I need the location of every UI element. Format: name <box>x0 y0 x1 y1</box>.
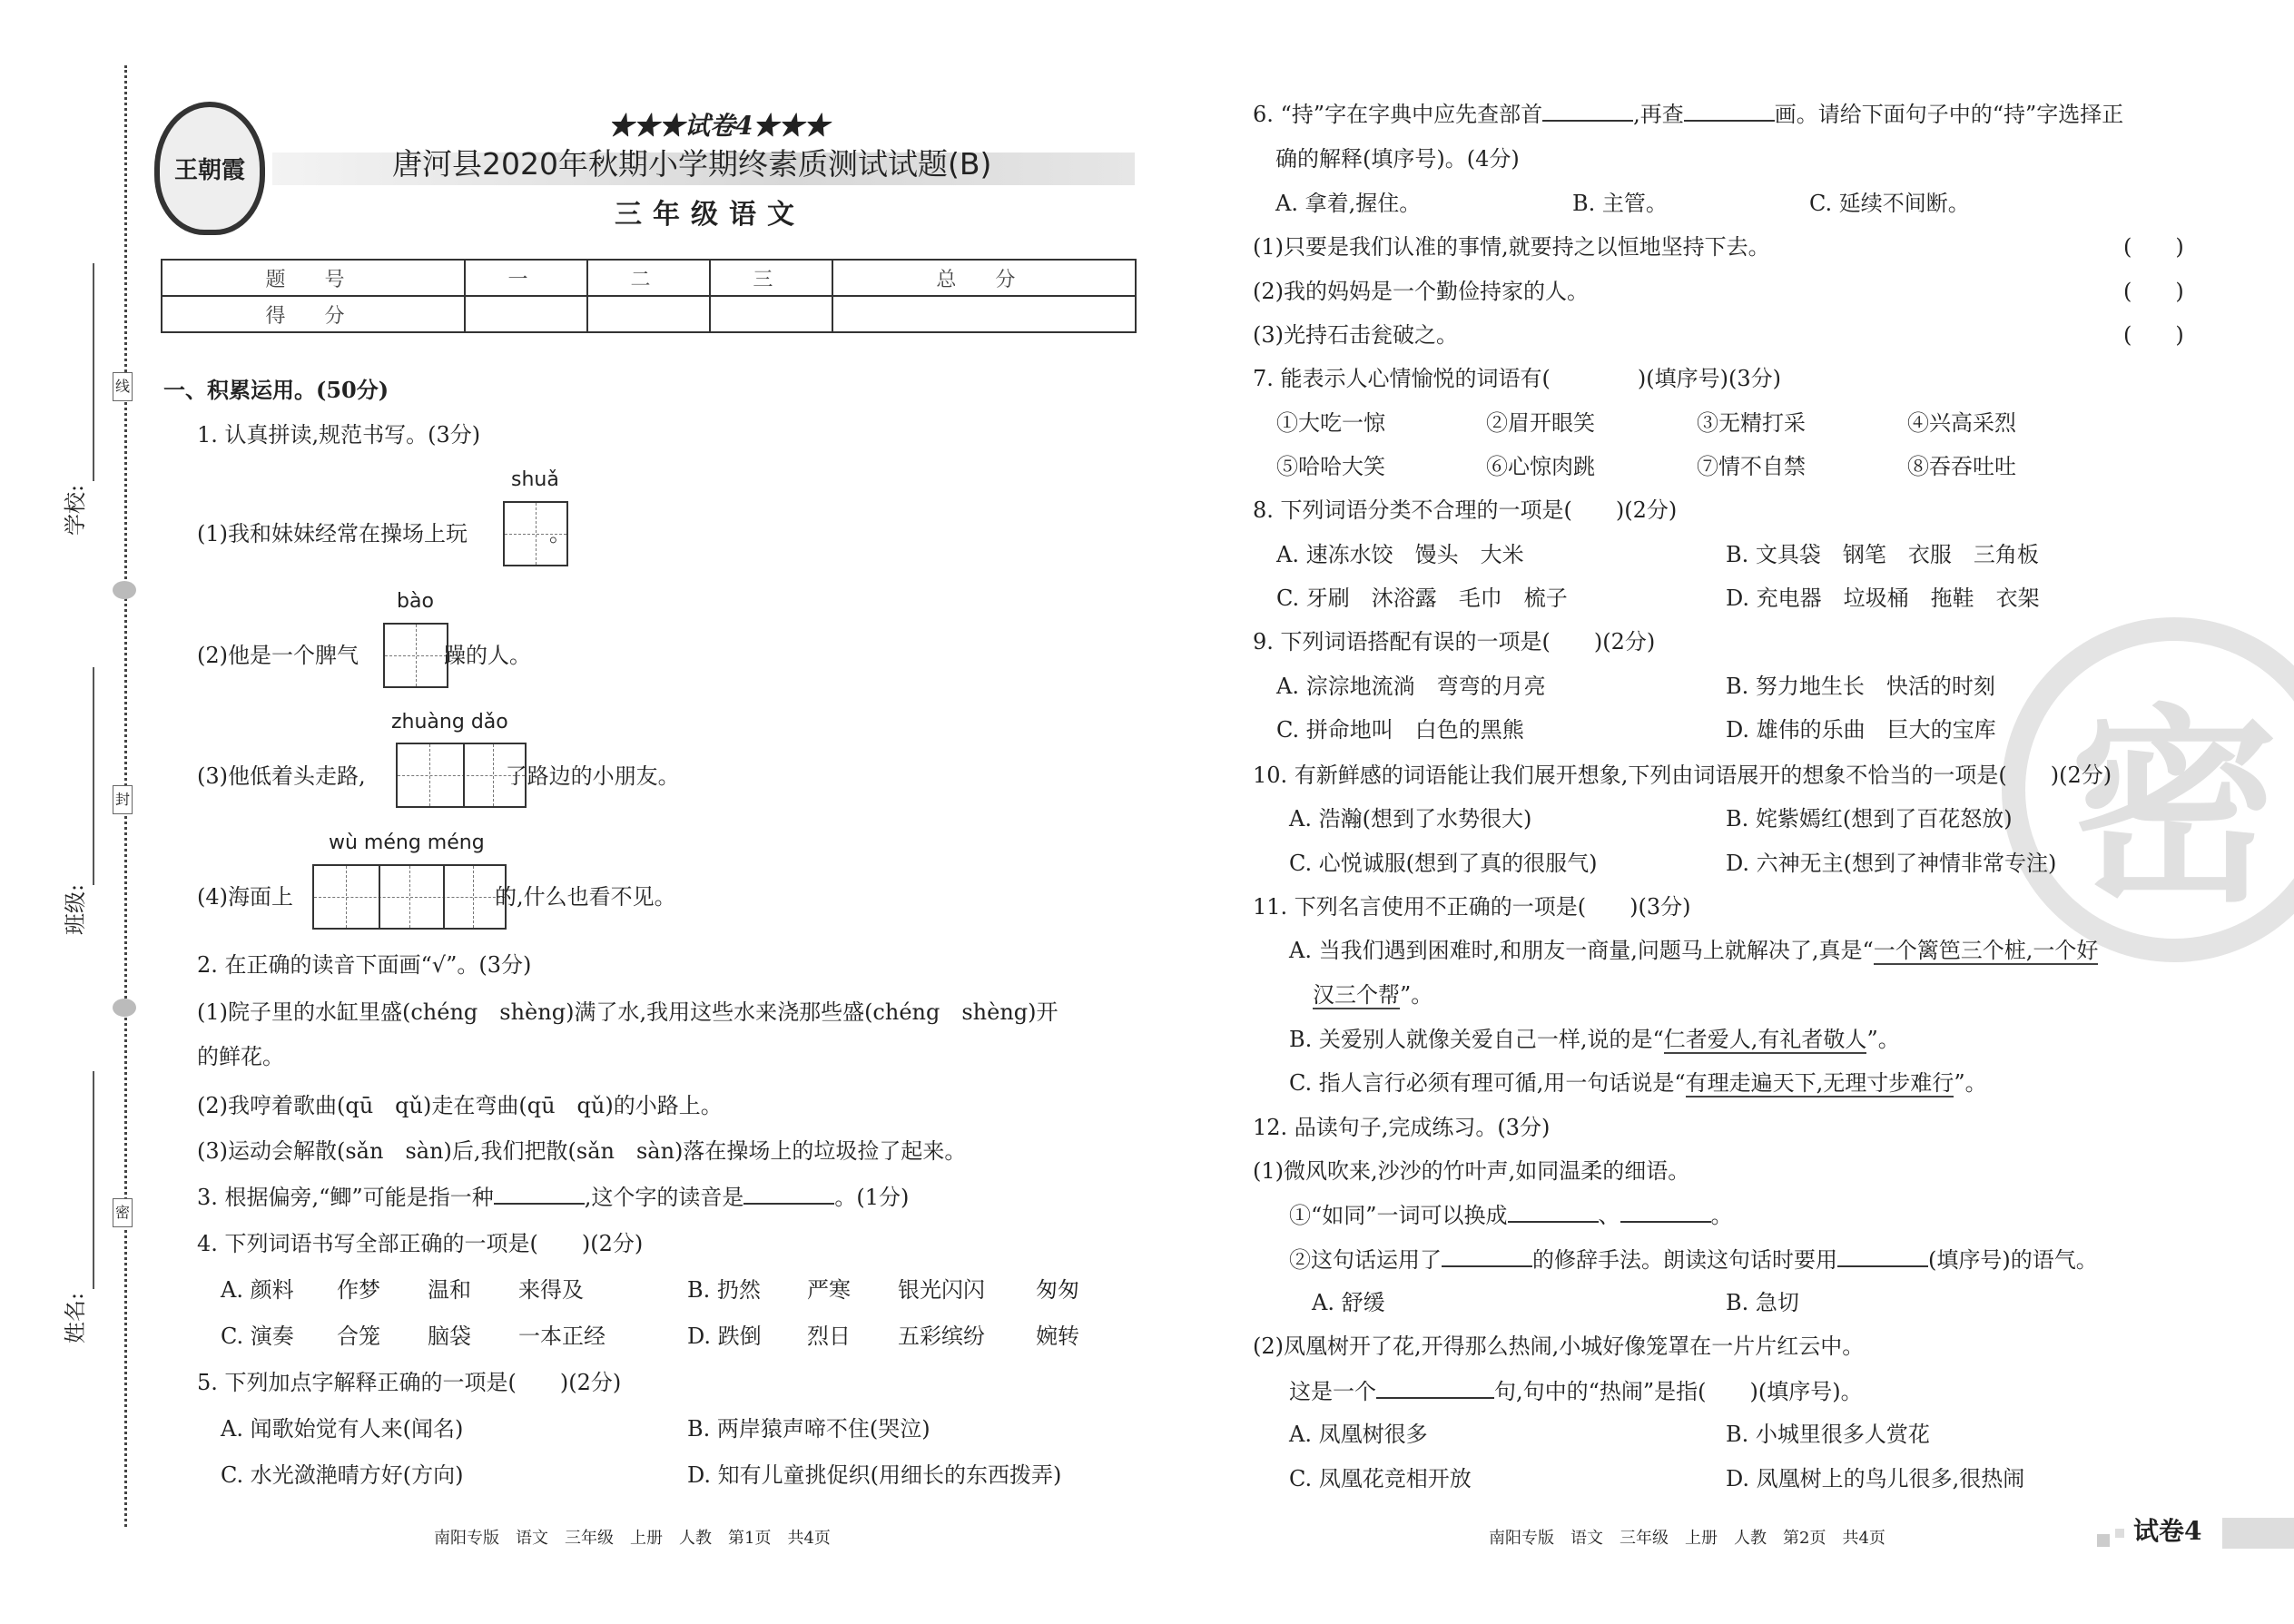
option-b: B. 主管。 <box>1572 191 1668 216</box>
option-b: B. 急切 <box>1726 1290 1799 1315</box>
quote: 一个篱笆三个桩,一个好 <box>1873 938 2099 963</box>
word: D. 跌倒 <box>687 1324 762 1349</box>
text: A. 当我们遇到困难时,和朋友一商量,问题马上就解决了,真是“ <box>1289 938 1874 963</box>
class-label: 班级: <box>63 883 88 935</box>
question-line: 确的解释(填序号)。(4分) <box>1275 146 1520 172</box>
paper-badge: ★★★试卷4★★★ <box>608 111 830 141</box>
page-footer: 南阳专版 语文 三年级 上册 人教 第1页 共4页 <box>434 1529 831 1548</box>
corner-badge-band <box>2222 1518 2294 1549</box>
word: 合笼 <box>337 1324 380 1349</box>
option-b: B. 努力地生长 快活的时刻 <box>1726 674 1995 699</box>
word: A. 颜料 <box>221 1277 294 1303</box>
text: C. 指人言行必须有理可循,用一句话说是“ <box>1289 1070 1686 1096</box>
pinyin: bào <box>397 590 434 613</box>
option-c <box>1289 1069 1987 1097</box>
question-line: 的鲜花。 <box>197 1044 284 1069</box>
logo-text: 王朝霞 <box>173 157 245 184</box>
option: ⑥心惊肉跳 <box>1486 454 1595 479</box>
text: 。 <box>549 521 571 546</box>
sentence: (3)光持石击瓮破之。 <box>1253 322 1458 348</box>
binding-ornament-icon <box>113 581 136 599</box>
class-field[interactable] <box>93 667 94 885</box>
question-line <box>197 763 680 790</box>
word: 五彩缤纷 <box>898 1324 985 1349</box>
answer-paren[interactable]: ( ) <box>2123 322 2184 348</box>
page-title: 唐河县2020年秋期小学期终素质测试试题(B) <box>392 146 992 182</box>
sentence: (1)只要是我们认准的事情,就要持之以恒地坚持下去。 <box>1253 234 1770 260</box>
question-10-title: 10. 有新鲜感的词语能让我们展开想象,下列由词语展开的想象不恰当的一项是( )(2分) <box>1253 763 2112 788</box>
quote: 汉三个帮 <box>1313 982 1400 1008</box>
word: B. 扔然 <box>687 1277 761 1303</box>
answer-paren[interactable]: ( ) <box>2123 279 2184 304</box>
word: 一本正经 <box>518 1324 605 1349</box>
question-9-title: 9. 下列词语搭配有误的一项是( )(2分) <box>1253 629 1656 655</box>
sentence: (2)凤凰树开了花,开得那么热闹,小城好像笼罩在一片片红云中。 <box>1253 1334 1865 1359</box>
sentence: (1)微风吹来,沙沙的竹叶声,如同温柔的细语。 <box>1253 1158 1690 1184</box>
table-header: 一 <box>465 260 587 296</box>
option-a: A. 拿着,握住。 <box>1275 191 1422 216</box>
text: 3. 根据偏旁,“鲫”可能是指一种 <box>197 1185 494 1210</box>
answer-blank[interactable] <box>1442 1245 1532 1267</box>
text: (2)他是一个脾气 <box>197 643 359 668</box>
option-d <box>687 1323 1079 1350</box>
text: 画。请给下面句子中的“持”字选择正 <box>1774 102 2124 127</box>
binding-mark: 封 <box>113 785 133 814</box>
table-row <box>162 296 1136 332</box>
text: ②这句话运用了 <box>1289 1247 1442 1273</box>
option-b: B. 两岸猿声啼不住(哭泣) <box>687 1416 930 1442</box>
text: 。(1分) <box>834 1185 910 1210</box>
option: ③无精打采 <box>1697 410 1806 436</box>
text: 这是一个 <box>1289 1379 1376 1404</box>
corner-badge: 试卷4 <box>2133 1516 2202 1546</box>
word: 婉转 <box>1036 1324 1079 1349</box>
question-3 <box>197 1183 909 1211</box>
answer-blank[interactable] <box>1684 100 1775 122</box>
option-b <box>1289 1026 1900 1053</box>
question-line <box>197 642 531 669</box>
text: (4)海面上 <box>197 884 293 910</box>
question-line <box>1289 1377 1863 1405</box>
option-b: B. 小城里很多人赏花 <box>1726 1422 1930 1447</box>
binding-mark: 线 <box>113 372 133 401</box>
question-line <box>1289 1201 1733 1229</box>
option-c: C. 牙刷 沐浴露 毛巾 梳子 <box>1276 586 1568 611</box>
option-c: C. 凤凰花竞相开放 <box>1289 1466 1472 1491</box>
word: 匆匆 <box>1036 1277 1079 1303</box>
question-2-title: 2. 在正确的读音下面画“√”。(3分) <box>197 952 532 978</box>
text: 的修辞手法。朗读这句话时要用 <box>1532 1247 1837 1273</box>
score-cell[interactable] <box>587 296 710 332</box>
binding-ornament-icon <box>113 999 136 1017</box>
subject-title: 三年级语文 <box>615 199 805 231</box>
option-c: C. 心悦诚服(想到了真的很服气) <box>1289 851 1598 876</box>
text: 句,句中的“热闹”是指( )(填序号)。 <box>1494 1379 1863 1404</box>
score-cell[interactable] <box>710 296 832 332</box>
text: (填序号)的语气。 <box>1928 1247 2098 1273</box>
question-1-title: 1. 认真拼读,规范书写。(3分) <box>197 422 481 448</box>
question-line <box>197 883 676 910</box>
corner-decoration <box>2115 1529 2124 1538</box>
corner-decoration <box>2097 1534 2110 1547</box>
table-header: 三 <box>710 260 832 296</box>
option: ①大吃一惊 <box>1276 410 1385 436</box>
text: ,这个字的读音是 <box>584 1185 744 1210</box>
option-a: A. 闻歌始觉有人来(闻名) <box>221 1416 464 1442</box>
question-line: (2)我哼着歌曲(qū qǔ)走在弯曲(qū qǔ)的小路上。 <box>197 1093 723 1118</box>
option-d: D. 凤凰树上的鸟儿很多,很热闹 <box>1726 1466 2025 1491</box>
section-heading: 一、积累运用。(50分) <box>163 377 389 403</box>
text: 躁的人。 <box>444 643 531 668</box>
school-field[interactable] <box>93 263 94 481</box>
text: ,再查 <box>1633 102 1684 127</box>
option-a-cont <box>1313 981 1433 1009</box>
text: (3)他低着头走路, <box>197 763 366 789</box>
answer-blank[interactable] <box>1508 1201 1599 1223</box>
binding-mark: 密 <box>113 1198 133 1227</box>
text: ”。 <box>1866 1027 1900 1052</box>
question-line: (3)运动会解散(sǎn sàn)后,我们把散(sǎn sàn)落在操场上的垃圾捡了起来。 <box>197 1138 967 1164</box>
pinyin: wù méng méng <box>329 832 485 854</box>
question-7-title: 7. 能表示人心情愉悦的词语有( )(填序号)(3分) <box>1253 366 1781 391</box>
answer-blank[interactable] <box>1542 100 1633 122</box>
option-b: B. 文具袋 钢笔 衣服 三角板 <box>1726 542 2039 567</box>
quote: 仁者爱人,有礼者敬人 <box>1663 1027 1867 1052</box>
word: 脑袋 <box>428 1324 471 1349</box>
word: 烈日 <box>807 1324 851 1349</box>
table-header: 总 分 <box>832 260 1136 296</box>
option-a: A. 浩瀚(想到了水势很大) <box>1289 806 1532 832</box>
answer-paren[interactable]: ( ) <box>2123 234 2184 260</box>
table-row <box>162 260 1136 296</box>
word: 严寒 <box>807 1277 851 1303</box>
table-header: 二 <box>587 260 710 296</box>
option: ⑤哈哈大笑 <box>1276 454 1385 479</box>
school-label: 学校: <box>63 484 88 536</box>
option-c: C. 拼命地叫 白色的黑熊 <box>1276 717 1524 743</box>
score-cell[interactable] <box>465 296 587 332</box>
option-d: D. 充电器 垃圾桶 拖鞋 衣架 <box>1726 586 2040 611</box>
option-a: A. 淙淙地流淌 弯弯的月亮 <box>1276 674 1546 699</box>
question-4-title: 4. 下列词语书写全部正确的一项是( )(2分) <box>197 1231 644 1256</box>
name-label: 姓名: <box>63 1292 88 1343</box>
confidential-watermark <box>2002 617 2294 962</box>
option: ⑦情不自禁 <box>1697 454 1806 479</box>
option: ⑧吞吞吐吐 <box>1907 454 2016 479</box>
option-c: C. 延续不间断。 <box>1809 191 1970 216</box>
question-line <box>197 520 571 547</box>
option-c <box>221 1323 605 1350</box>
text: ①“如同”一词可以换成 <box>1289 1203 1508 1228</box>
row-label: 得 分 <box>162 296 465 332</box>
answer-blank[interactable] <box>1620 1201 1711 1223</box>
text: B. 关爱别人就像关爱自己一样,说的是“ <box>1289 1027 1664 1052</box>
word: 作梦 <box>337 1277 380 1303</box>
answer-blank[interactable] <box>1376 1377 1494 1399</box>
option-a: A. 凤凰树很多 <box>1289 1422 1428 1447</box>
text: (1)我和妹妹经常在操场上玩 <box>197 521 468 546</box>
text: 的,什么也看不见。 <box>495 884 676 910</box>
option-a <box>1289 937 2098 964</box>
sentence: (2)我的妈妈是一个勤俭持家的人。 <box>1253 279 1589 304</box>
word: 温和 <box>428 1277 471 1303</box>
option: ②眉开眼笑 <box>1486 410 1595 436</box>
score-cell[interactable] <box>832 296 1136 332</box>
question-11-title: 11. 下列名言使用不正确的一项是( )(3分) <box>1253 894 1691 920</box>
option-c: C. 水光潋滟晴方好(方向) <box>221 1462 464 1488</box>
option-d: D. 雄伟的乐曲 巨大的宝库 <box>1726 717 1996 743</box>
question-6 <box>1253 100 2123 128</box>
option: ④兴高采烈 <box>1907 410 2016 436</box>
word: 银光闪闪 <box>898 1277 985 1303</box>
pinyin: shuǎ <box>511 468 559 491</box>
word: 来得及 <box>518 1277 584 1303</box>
option-a <box>221 1276 584 1304</box>
text: 了路边的小朋友。 <box>505 763 680 789</box>
question-12-title: 12. 品读句子,完成练习。(3分) <box>1253 1115 1551 1140</box>
pinyin: zhuàng dǎo <box>391 711 508 733</box>
text: 。 <box>1710 1203 1733 1228</box>
question-line <box>1289 1245 2098 1274</box>
text: ”。 <box>1400 982 1433 1008</box>
quote: 有理走遍天下,无理寸步难行 <box>1685 1070 1954 1096</box>
text: ”。 <box>1954 1070 1987 1096</box>
question-5-title: 5. 下列加点字解释正确的一项是( )(2分) <box>197 1370 622 1395</box>
question-line: (1)院子里的水缸里盛(chéng shèng)满了水,我用这些水来浇那些盛(chéng shèng)开 <box>197 999 1058 1025</box>
question-8-title: 8. 下列词语分类不合理的一项是( )(2分) <box>1253 497 1678 523</box>
name-field[interactable] <box>93 1071 94 1289</box>
word: C. 演奏 <box>221 1324 294 1349</box>
brand-logo <box>154 102 265 235</box>
text: 、 <box>1598 1203 1620 1228</box>
option-d: D. 知有儿童挑促织(用细长的东西拨弄) <box>687 1462 1062 1488</box>
option-b: B. 姹紫嫣红(想到了百花怒放) <box>1726 806 2013 832</box>
option-a: A. 速冻水饺 馒头 大米 <box>1276 542 1524 567</box>
text: 6. “持”字在字典中应先查部首 <box>1253 102 1543 127</box>
answer-blank[interactable] <box>743 1183 834 1205</box>
answer-blank[interactable] <box>494 1183 585 1205</box>
watermark-text: 密 <box>2069 684 2279 930</box>
table-header: 题 号 <box>162 260 465 296</box>
page-footer: 南阳专版 语文 三年级 上册 人教 第2页 共4页 <box>1489 1529 1885 1548</box>
score-table <box>161 259 1137 333</box>
option-a: A. 舒缓 <box>1312 1290 1385 1315</box>
option-d: D. 六神无主(想到了神情非常专注) <box>1726 851 2057 876</box>
option-b <box>687 1276 1079 1304</box>
answer-blank[interactable] <box>1837 1245 1928 1267</box>
